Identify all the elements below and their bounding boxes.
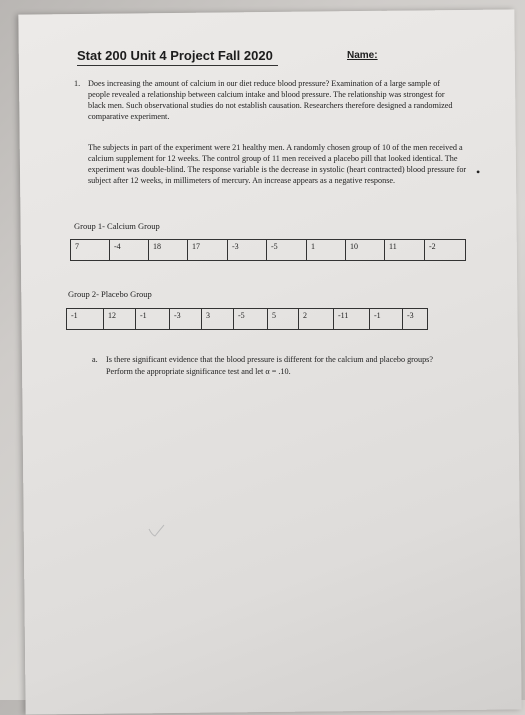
table-cell: -5 (234, 309, 268, 329)
table-cell: -1 (370, 309, 403, 329)
table-cell: -3 (228, 240, 267, 260)
table-cell: -1 (136, 309, 170, 329)
group-1-label: Group 1- Calcium Group (74, 221, 160, 231)
page-title: Stat 200 Unit 4 Project Fall 2020 (77, 48, 273, 63)
question-1-text: Does increasing the amount of calcium in our diet reduce blood pressure? Examination of a large sample of people revealed a relationship between calcium intake and blood pressure. The relationship was strongest for black men. Such observational studies do not establish causation. Researchers therefore designed a randomized comparative experiment. (88, 79, 453, 121)
question-number: 1. (74, 79, 81, 88)
table-cell: -3 (170, 309, 202, 329)
group-2-label: Group 2- Placebo Group (68, 289, 152, 299)
table-cell: -3 (407, 311, 414, 320)
check-mark-icon (148, 523, 166, 539)
group-2-table (66, 308, 428, 330)
table-cell: -1 (67, 309, 104, 329)
stray-mark: • (476, 165, 481, 179)
experiment-description: The subjects in part of the experiment were 21 healthy men. A randomly chosen group of 10 of the men received a calcium supplement for 12 weeks. The control group of 11 men received a placebo pill that looked identical. The experiment was double-blind. The response variable is the decrease in systolic (heart contracted) blood pressure for subject after 12 weeks, in millimeters of mercury. An increase appears as a negative response. (88, 143, 467, 185)
table-cell: 17 (188, 240, 228, 260)
table-cell: -4 (110, 240, 149, 260)
table-cell: 2 (299, 309, 334, 329)
group-1-table (70, 239, 466, 261)
table-cell: 3 (202, 309, 234, 329)
part-a-text: Is there significant evidence that the blood pressure is different for the calcium and placebo groups? Perform the appropriate significance test and let α = .10. (106, 355, 434, 376)
table-cell: -2 (429, 242, 436, 251)
table-cell: 7 (71, 240, 110, 260)
part-a-label: a. (92, 355, 98, 364)
name-label: Name: (347, 50, 378, 61)
table-cell: 18 (149, 240, 188, 260)
table-cell: 12 (104, 309, 136, 329)
table-cell: 5 (268, 309, 299, 329)
title-underline (77, 65, 278, 66)
table-cell: -11 (334, 309, 370, 329)
table-cell: 10 (346, 240, 385, 260)
table-cell: 1 (307, 240, 346, 260)
table-cell: -5 (267, 240, 307, 260)
table-cell: 11 (385, 240, 425, 260)
